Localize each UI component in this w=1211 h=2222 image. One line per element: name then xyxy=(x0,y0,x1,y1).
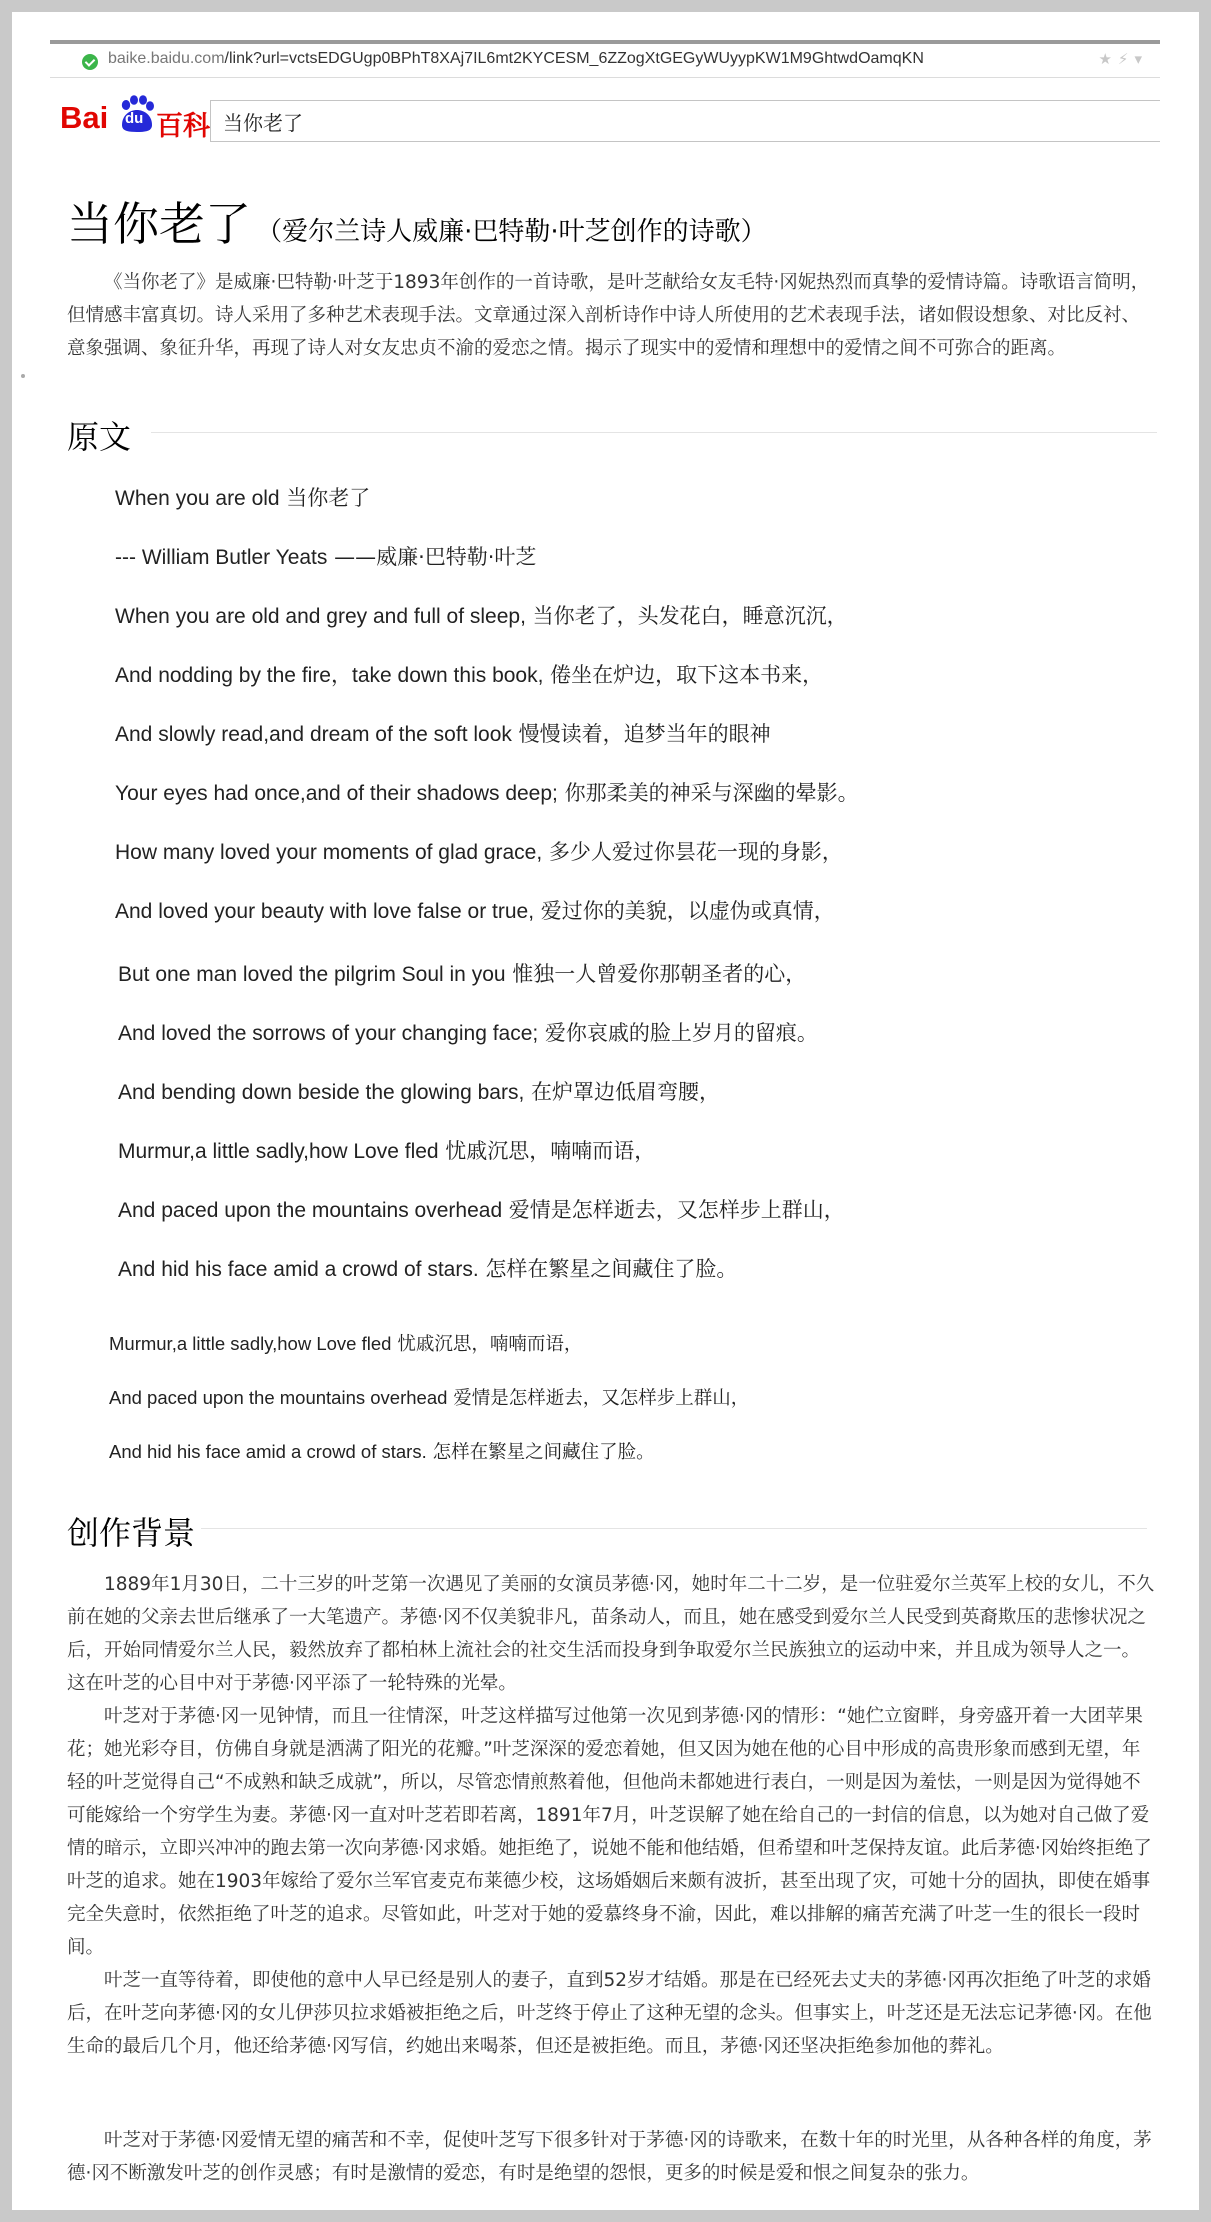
poem-line-english: And nodding by the fire，take down this book, xyxy=(115,664,544,687)
baidu-baike-logo[interactable] xyxy=(60,92,210,142)
background-paragraph: 叶芝对于茅德·冈一见钟情，而且一往情深，叶芝这样描写过他第一次见到茅德·冈的情形：“她伫立窗畔，身旁盛开着一大团苹果花；她光彩夺目，仿佛自身就是洒满了阳光的花瓣。”叶芝深深的爱恋着她，但又因为她在他的心目中形成的高贵形象而感到无望，年轻的叶芝觉得自己“不成熟和缺乏成就”，所以，尽管恋情煎熬着他，但他尚未都她进行表白，一则是因为羞怯，一则是因为觉得她不可能嫁给一个穷学生为妻。茅德·冈一直对叶芝若即若离，1891年7月，叶芝误解了她在给自己的一封信的信息，以为她对自己做了爱情的暗示，立即兴冲冲的跑去第一次向茅德·冈求婚。她拒绝了，说她不能和他结婚，但希望和叶芝保持友谊。此后茅德·冈始终拒绝了叶芝的追求。她在1903年嫁给了爱尔兰军官麦克布莱德少校，这场婚姻后来颇有波折，甚至出现了灾，可她十分的固执，即使在婚事完全失意时，依然拒绝了叶芝的追求。尽管如此，叶芝对于她的爱慕终身不渝，因此，难以排解的痛苦充满了叶芝一生的很长一段时间。 xyxy=(67,1706,1152,1958)
poem-line-chinese: 你那柔美的神采与深幽的晕影。 xyxy=(557,781,859,805)
poem-line-chinese: 当你老了 xyxy=(279,486,371,510)
poem-line xyxy=(118,1017,818,1047)
poem-line xyxy=(109,1384,749,1410)
url-path: /link?url=vctsEDGUgp0BPhT8XAj7IL6mt2KYCESM_6ZZogXtGEGyWUyypKW1M9GhtwdOamqKN xyxy=(224,50,924,67)
poem-line xyxy=(118,1076,720,1106)
article-intro: 《当你老了》是威廉·巴特勒·叶芝于1893年创作的一首诗歌，是叶芝献给女友毛特·冈妮热烈而真挚的爱情诗篇。诗歌语言简明，但情感丰富真切。诗人采用了多种艺术表现手法。文章通过深入剖析诗作中诗人所使用的艺术表现手法，诸如假设想象、对比反衬、意象强调、象征升华，再现了诗人对女友忠贞不渝的爱恋之情。揭示了现实中的爱情和理想中的爱情之间不可弥合的距离。 xyxy=(67,272,1150,359)
poem-line xyxy=(115,718,771,748)
poem-line-english: And hid his face amid a crowd of stars. xyxy=(109,1441,427,1462)
page-subtitle: （爱尔兰诗人威廉·巴特勒·叶芝创作的诗歌） xyxy=(256,217,767,247)
poem-line-chinese: 忧戚沉思，喃喃而语， xyxy=(438,1139,656,1163)
poem-line xyxy=(115,482,370,512)
poem-line xyxy=(109,1438,655,1464)
poem-line-chinese: 怎样在繁星之间藏住了脸。 xyxy=(478,1257,738,1281)
page-title: 当你老了 xyxy=(67,197,251,251)
poem-line-chinese: 惟独一人曾爱你那朝圣者的心， xyxy=(505,962,807,986)
edge-marker xyxy=(21,374,25,378)
section-title-background: 创作背景 xyxy=(67,1508,195,1554)
poem-line-english: And loved the sorrows of your changing face; xyxy=(118,1022,539,1045)
poem-line-english: And loved your beauty with love false or true, xyxy=(115,900,535,923)
poem-line xyxy=(115,777,859,807)
poem-line xyxy=(109,1330,582,1356)
flash-icon[interactable]: ⚡ xyxy=(1117,50,1135,68)
poem-line-english: And bending down beside the glowing bars, xyxy=(118,1081,525,1104)
poem-line-chinese: 倦坐在炉边，取下这本书来， xyxy=(543,663,824,687)
address-bar[interactable] xyxy=(50,40,1160,78)
poem-line-chinese: 在炉罩边低眉弯腰， xyxy=(524,1080,720,1104)
browser-page xyxy=(12,12,1199,2210)
poem-line-chinese: 爱情是怎样逝去，又怎样步上群山， xyxy=(502,1198,845,1222)
background-paragraph: 叶芝对于茅德·冈爱情无望的痛苦和不幸，促使叶芝写下很多针对于茅德·冈的诗歌来，在数十年的时光里，从各种各样的角度，茅德·冈不断激发叶芝的创作灵感；有时是激情的爱恋，有时是绝望的怨恨，更多的时候是爱和恨之间复杂的张力。 xyxy=(67,2130,1152,2184)
poem-line xyxy=(115,541,536,571)
poem-line xyxy=(118,1253,737,1283)
poem-line-english: When you are old and grey and full of sleep, xyxy=(115,605,526,628)
background-paragraph: 1889年1月30日，二十三岁的叶芝第一次遇见了美丽的女演员茅德·冈，她时年二十二岁，是一位驻爱尔兰英军上校的女儿，不久前在她的父亲去世后继承了一大笔遗产。茅德·冈不仅美貌非凡，苗条动人，而且，她在感受到爱尔兰人民受到英裔欺压的悲惨状况之后，开始同情爱尔兰人民，毅然放弃了都柏林上流社会的社交生活而投身到争取爱尔兰民族独立的运动中来，并且成为领导人之一。这在叶芝的心目中对于茅德·冈平添了一轮特殊的光晕。 xyxy=(67,1574,1155,1694)
article-heading xyxy=(67,188,767,254)
poem-line-english: And paced upon the mountains overhead xyxy=(118,1199,503,1222)
poem-line xyxy=(115,659,823,689)
poem-line xyxy=(118,1135,655,1165)
poem-line-chinese: 忧戚沉思，喃喃而语， xyxy=(391,1334,583,1355)
url-host: baike.baidu.com xyxy=(108,50,225,67)
section-divider xyxy=(151,432,1157,433)
poem-line-english: Your eyes had once,and of their shadows deep; xyxy=(115,782,558,805)
poem-line-english: Murmur,a little sadly,how Love fled xyxy=(109,1333,392,1354)
section-original xyxy=(67,412,1157,456)
poem-line-english: When you are old xyxy=(115,487,280,510)
address-bar-tools[interactable] xyxy=(1098,50,1148,68)
poem-line-english: How many loved your moments of glad grace, xyxy=(115,841,543,864)
poem-line-english: And slowly read,and dream of the soft look xyxy=(115,723,512,746)
poem-line-chinese: 爱你哀戚的脸上岁月的留痕。 xyxy=(538,1021,818,1045)
url-text[interactable] xyxy=(108,50,924,68)
search-input[interactable] xyxy=(211,101,1135,141)
poem-line-chinese: 慢慢读着，追梦当年的眼神 xyxy=(511,722,771,746)
secure-lock-icon xyxy=(82,54,98,70)
poem-line-chinese: 当你老了，头发花白，睡意沉沉， xyxy=(525,604,848,628)
poem-line-english: And paced upon the mountains overhead xyxy=(109,1387,448,1408)
section-title-original: 原文 xyxy=(67,412,131,458)
poem-line xyxy=(115,836,843,866)
poem-line-english: --- William Butler Yeats xyxy=(115,546,328,569)
poem-line-english: Murmur,a little sadly,how Love fled xyxy=(118,1140,439,1163)
poem-line-chinese: 多少人爱过你昙花一现的身影， xyxy=(542,840,843,864)
poem-line xyxy=(118,958,806,988)
poem-line xyxy=(115,895,835,925)
poem-line-chinese: 爱情是怎样逝去，又怎样步上群山， xyxy=(447,1388,750,1409)
section-background xyxy=(67,1508,1147,1552)
logo-baike-text: 百科 xyxy=(156,111,210,141)
poem-line xyxy=(118,1194,845,1224)
poem-line xyxy=(115,600,848,630)
poem-line-chinese: 爱过你的美貌，以虚伪或真情， xyxy=(534,899,835,923)
poem-line-english: But one man loved the pilgrim Soul in you xyxy=(118,963,506,986)
chevron-down-icon[interactable]: ▾ xyxy=(1134,50,1148,68)
logo-bai-text: Bai xyxy=(60,100,109,135)
background-paragraph: 叶芝一直等待着，即使他的意中人早已经是别人的妻子，直到52岁才结婚。那是在已经死去丈夫的茅德·冈再次拒绝了叶芝的求婚后，在叶芝向茅德·冈的女儿伊莎贝拉求婚被拒绝之后，叶芝终于停止了这种无望的念头。但事实上，叶芝还是无法忘记茅德·冈。在他生命的最后几个月，他还给茅德·冈写信，约她出来喝茶，但还是被拒绝。而且，茅德·冈还坚决拒绝参加他的葬礼。 xyxy=(67,1970,1152,2057)
star-icon[interactable]: ★ xyxy=(1098,50,1118,68)
section-divider xyxy=(201,1528,1147,1529)
poem-line-chinese: 怎样在繁星之间藏住了脸。 xyxy=(426,1442,655,1463)
search-box[interactable] xyxy=(210,100,1160,142)
poem-line-english: And hid his face amid a crowd of stars. xyxy=(118,1258,479,1281)
logo-du-text: du xyxy=(125,110,144,127)
poem-line-chinese: ——威廉·巴特勒·叶芝 xyxy=(327,545,537,569)
